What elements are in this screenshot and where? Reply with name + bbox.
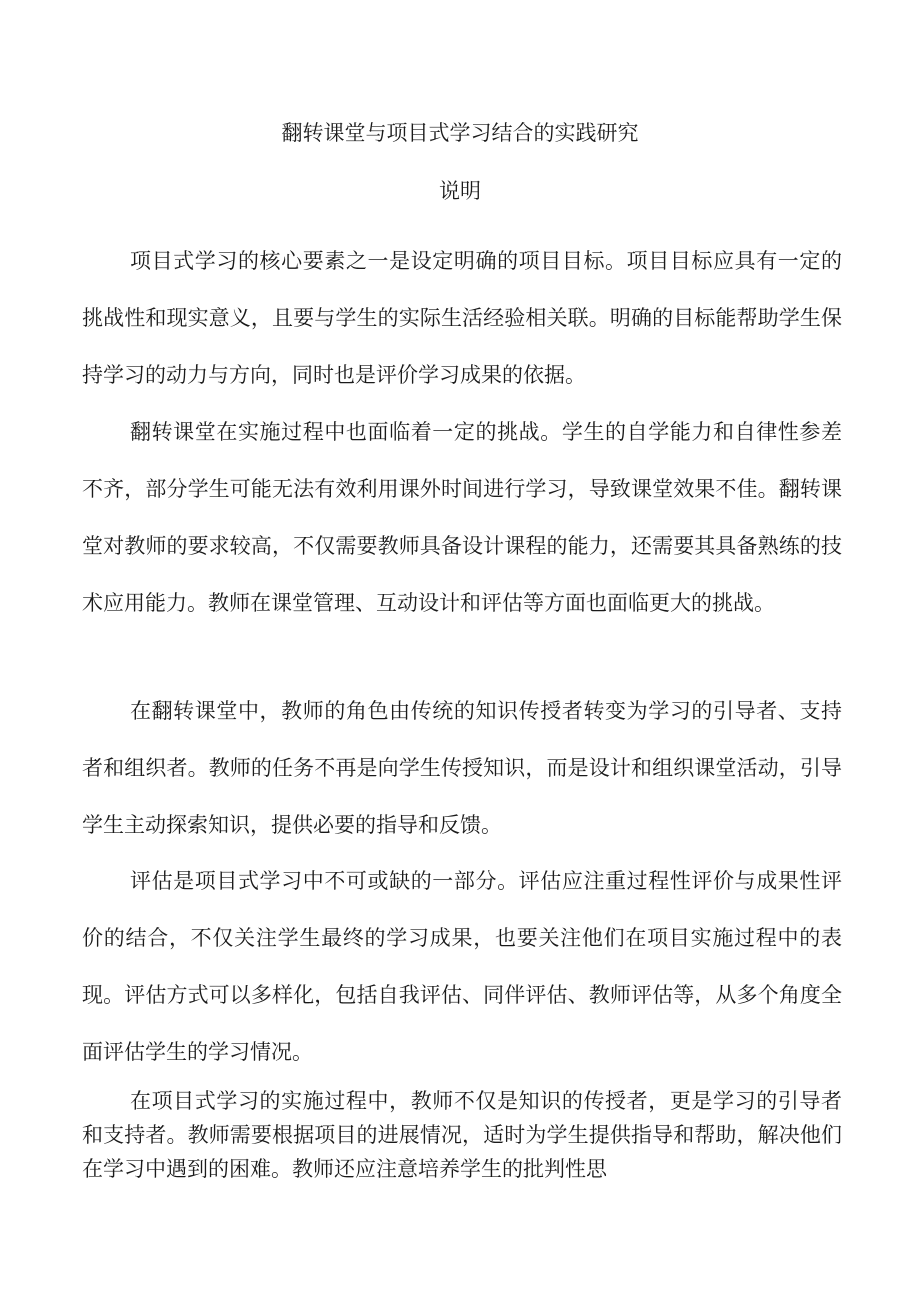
paragraph-assessment: 评估是项目式学习中不可或缺的一部分。评估应注重过程性评价与成果性评价的结合，不仅关注学生最终的学习成果，也要关注他们在项目实施过程中的表现。评估方式可以多样化，包括自我评估、同伴评估、教师评估等，从多个角度全面评估学生的学习情况。	[82, 869, 842, 1064]
paragraph-teacher-guidance: 在项目式学习的实施过程中，教师不仅是知识的传授者，更是学习的引导者和支持者。教师需要根据项目的进展情况，适时为学生提供指导和帮助，解决他们在学习中遇到的困难。教师还应注意培养学生的批判性思	[82, 1089, 842, 1181]
document-title: 翻转课堂与项目式学习结合的实践研究	[281, 121, 639, 145]
paragraph-teacher-role: 在翻转课堂中，教师的角色由传统的知识传授者转变为学习的引导者、支持者和组织者。教师的任务不再是向学生传授知识，而是设计和组织课堂活动，引导学生主动探索知识，提供必要的指导和反馈。	[82, 699, 842, 837]
document-subtitle: 说明	[439, 179, 481, 203]
paragraph-project-goals: 项目式学习的核心要素之一是设定明确的项目目标。项目目标应具有一定的挑战性和现实意义，且要与学生的实际生活经验相关联。明确的目标能帮助学生保持学习的动力与方向，同时也是评价学习成果的依据。	[82, 249, 842, 387]
paragraph-flipped-challenges: 翻转课堂在实施过程中也面临着一定的挑战。学生的自学能力和自律性参差不齐，部分学生可能无法有效利用课外时间进行学习，导致课堂效果不佳。翻转课堂对教师的要求较高，不仅需要教师具备设计课程的能力，还需要其具备熟练的技术应用能力。教师在课堂管理、互动设计和评估等方面也面临更大的挑战。	[82, 420, 842, 615]
